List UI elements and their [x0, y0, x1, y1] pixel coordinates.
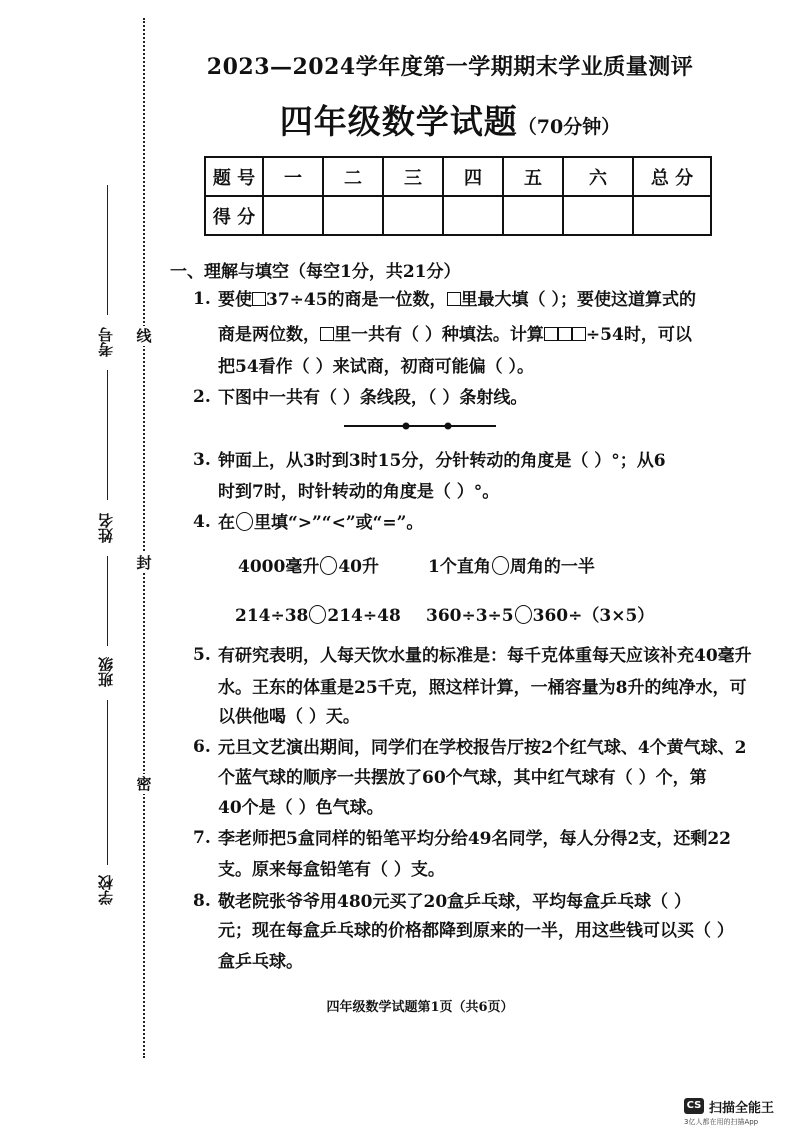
score-blank-cell — [383, 196, 443, 235]
circle-icon — [236, 512, 253, 531]
class-label: 班级 — [97, 657, 115, 687]
figure-point — [403, 423, 410, 430]
q6-number: 6. — [193, 737, 211, 757]
q1-line-1 — [218, 289, 696, 311]
compare-right: 40升 — [338, 557, 379, 577]
q8-number: 8. — [193, 891, 211, 911]
q4-text: 在 — [218, 513, 235, 533]
answer-circle-icon[interactable] — [309, 605, 326, 624]
q1-text: ÷54时，可以 — [585, 325, 692, 345]
q4-number: 4. — [193, 512, 211, 532]
exam-title: 2023—2024学年度第一学期期末学业质量测评 — [206, 54, 694, 80]
compare-right: 214÷48 — [327, 606, 401, 626]
binding-word-mi: 密 — [134, 774, 154, 794]
q1-number: 1. — [193, 289, 211, 309]
score-table-header-row — [205, 157, 711, 196]
q1-text: 37÷45的商是一位数， — [266, 290, 447, 310]
q7-line-2: 支。原来每盒铅笔有（ ）支。 — [218, 860, 445, 880]
compare-right: 周角的一半 — [509, 557, 595, 577]
q1-text: 里一共有（ ）种填法。计算 — [334, 325, 544, 345]
q6-line-2: 个蓝气球的顺序一共摆放了60个气球，其中红气球有（ ）个，第 — [218, 768, 707, 788]
compare-item-4 — [426, 605, 654, 627]
q1-text: 要使 — [218, 290, 252, 310]
compare-left: 4000毫升 — [238, 557, 320, 577]
score-cell: 五 — [503, 157, 563, 196]
name-label: 姓名 — [97, 513, 115, 543]
score-cell: 三 — [383, 157, 443, 196]
q5-line-2: 水。王东的体重是25千克，照这样计算，一桶容量为8升的纯净水，可 — [218, 678, 747, 698]
binding-word-feng: 封 — [134, 553, 154, 573]
q3-line-1: 钟面上，从3时到3时15分，分针转动的角度是（ ）°；从6 — [218, 451, 666, 471]
q8-line-3: 盒乒乓球。 — [218, 952, 303, 972]
q7-number: 7. — [193, 828, 211, 848]
q8-line-1: 敬老院张爷爷用480元买了20盒乒乓球，平均每盒乒乓球（ ） — [218, 892, 692, 912]
score-blank-cell — [503, 196, 563, 235]
box-icon — [252, 292, 266, 306]
camscanner-slogan: 3亿人都在用的扫描App — [684, 1118, 759, 1126]
compare-left: 214÷38 — [235, 606, 309, 626]
name-blank — [107, 370, 108, 500]
compare-item-2 — [428, 556, 595, 578]
box-icon — [558, 327, 572, 341]
score-cell: 题 号 — [205, 157, 263, 196]
q4-text: 里填“>”“<”或“=”。 — [254, 513, 424, 533]
compare-item-1 — [238, 556, 379, 578]
q1-text: 商是两位数， — [218, 325, 320, 345]
q3-line-2: 时到7时，时针转动的角度是（ ）°。 — [218, 482, 500, 502]
q7-line-1: 李老师把5盒同样的铅笔平均分给49名同学，每人分得2支，还剩22 — [218, 829, 731, 849]
box-icon — [447, 292, 461, 306]
score-blank-cell — [633, 196, 711, 235]
box-icon — [320, 327, 334, 341]
score-table — [204, 156, 712, 236]
exam-number-blank — [107, 185, 108, 315]
q1-line-2 — [218, 324, 692, 346]
school-label: 学校 — [97, 875, 115, 905]
subject-name: 四年级数学试题 — [279, 102, 518, 141]
score-row-label: 得 分 — [205, 196, 263, 235]
exam-duration: （70分钟） — [517, 116, 621, 138]
score-cell: 总 分 — [633, 157, 711, 196]
page-footer: 四年级数学试题第1页（共6页） — [326, 1000, 514, 1015]
score-cell: 六 — [563, 157, 633, 196]
class-blank — [107, 556, 108, 646]
q1-text: 里最大填（ ）；要使这道算式的 — [460, 290, 696, 310]
score-cell: 四 — [443, 157, 503, 196]
binding-word-xian: 线 — [134, 326, 154, 346]
compare-left: 360÷3÷5 — [426, 606, 514, 626]
figure-point — [445, 423, 452, 430]
score-blank-cell — [563, 196, 633, 235]
box-icon — [544, 327, 558, 341]
q5-line-3: 以供他喝（ ）天。 — [218, 707, 360, 727]
score-blank-cell — [443, 196, 503, 235]
compare-left: 1个直角 — [428, 557, 491, 577]
camscanner-name: 扫描全能王 — [709, 1101, 775, 1116]
score-cell: 一 — [263, 157, 323, 196]
score-table-score-row — [205, 196, 711, 235]
exam-number-label: 考号 — [97, 327, 115, 357]
q3-number: 3. — [193, 450, 211, 470]
box-icon — [572, 327, 586, 341]
q6-line-3: 40个是（ ）色气球。 — [218, 798, 384, 818]
section-1-title: 一、理解与填空（每空1分，共21分） — [170, 262, 461, 282]
q1-line-3: 把54看作（ ）来试商，初商可能偏（ ）。 — [218, 357, 534, 377]
q8-line-2: 元；现在每盒乒乓球的价格都降到原来的一半，用这些钱可以买（ ） — [218, 921, 734, 941]
subject-title — [180, 96, 720, 143]
school-blank — [107, 700, 108, 865]
q6-line-1: 元旦文艺演出期间，同学们在学校报告厅按2个红气球、4个黄气球、2 — [218, 738, 747, 758]
answer-circle-icon[interactable] — [492, 556, 509, 575]
q4-instruction — [218, 512, 423, 534]
score-blank-cell — [263, 196, 323, 235]
line-figure — [340, 418, 500, 434]
compare-right: 360÷（3×5） — [532, 606, 655, 626]
score-blank-cell — [323, 196, 383, 235]
camscanner-logo-icon: CS — [684, 1098, 704, 1114]
q5-number: 5. — [193, 645, 211, 665]
compare-item-3 — [235, 605, 401, 627]
answer-circle-icon[interactable] — [320, 556, 337, 575]
q5-line-1: 有研究表明，人每天饮水量的标准是：每千克体重每天应该补充40毫升 — [218, 646, 752, 666]
q2-number: 2. — [193, 387, 211, 407]
score-cell: 二 — [323, 157, 383, 196]
binding-dotted-line — [143, 18, 145, 1058]
q2-text: 下图中一共有（ ）条线段，（ ）条射线。 — [218, 388, 528, 408]
answer-circle-icon[interactable] — [515, 605, 532, 624]
